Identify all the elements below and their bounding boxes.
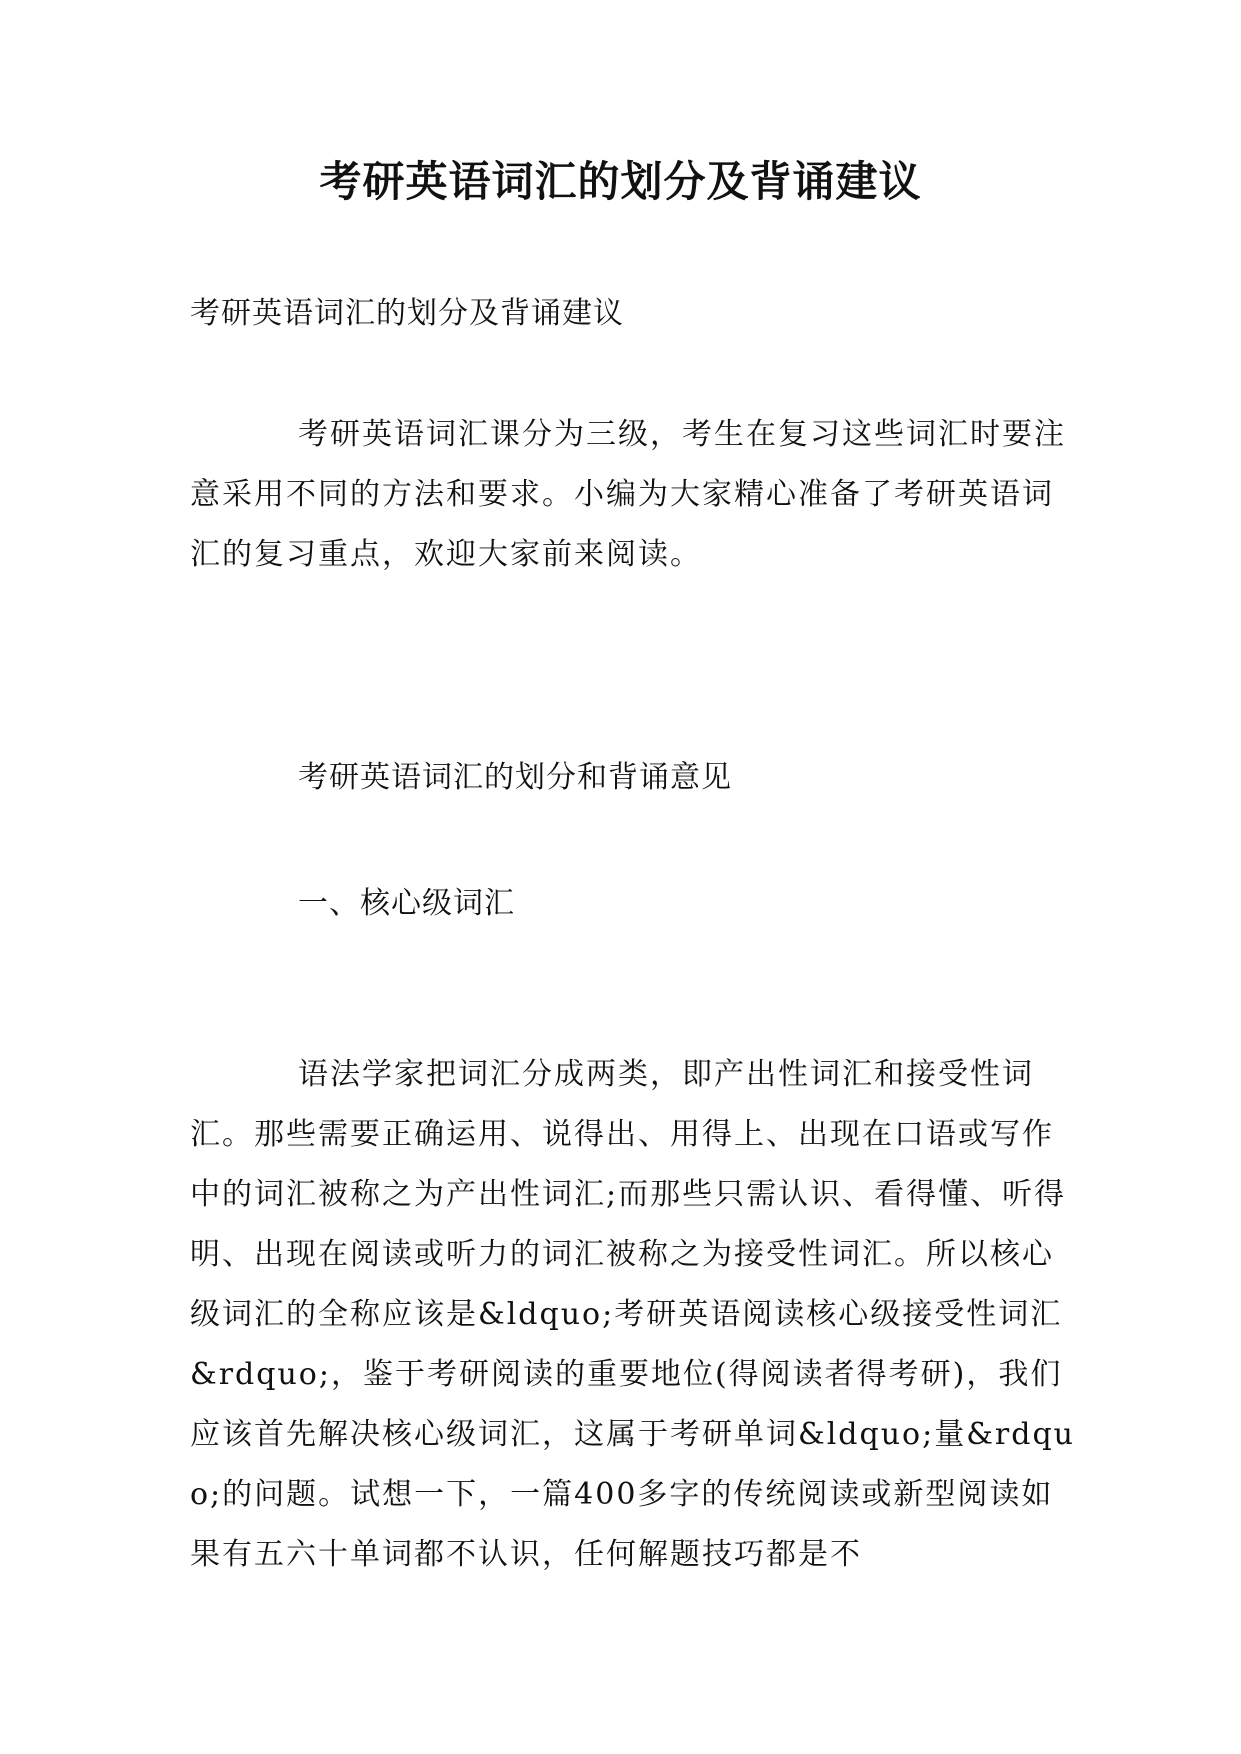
- level-heading: 一、核心级词汇: [298, 886, 515, 921]
- document-subtitle: 考研英语词汇的划分及背诵建议: [190, 296, 624, 331]
- section-heading: 考研英语词汇的划分和背诵意见: [298, 760, 732, 795]
- intro-paragraph: 考研英语词汇课分为三级，考生在复习这些词汇时要注意采用不同的方法和要求。小编为大家精心准备了考研英语词汇的复习重点，欢迎大家前来阅读。: [190, 417, 1066, 572]
- document-title: 考研英语词汇的划分及背诵建议: [319, 157, 922, 206]
- body-paragraph: 语法学家把词汇分成两类，即产出性词汇和接受性词汇。那些需要正确运用、说得出、用得上、出现在口语或写作中的词汇被称之为产出性词汇;而那些只需认识、看得懂、听得明、出现在阅读或听力的词汇被称之为接受性词汇。所以核心级词汇的全称应该是&ldquo;考研英语阅读核心级接受性词汇&rdquo;，鉴于考研阅读的重要地位(得阅读者得考研)，我们应该首先解决核心级词汇，这属于考研单词&ldquo;量&rdquo;的问题。试想一下，一篇400多字的传统阅读或新型阅读如果有五六十单词都不认识，任何解题技巧都是不: [190, 1057, 1075, 1572]
